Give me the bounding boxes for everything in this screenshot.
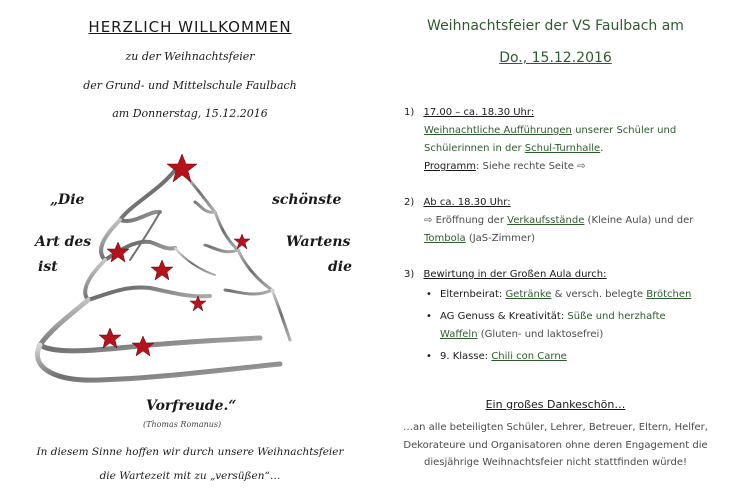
period: . [600, 143, 604, 154]
thanks-title: Ein großes Dankeschön… [485, 398, 626, 411]
section-1-time: 17.00 – ca. 18.30 Uhr: [423, 107, 535, 118]
closing-line-1: In diesem Sinne hoffen wir durch unsere Weihnachtsfeier [36, 446, 344, 458]
right-title-2: Do., 15.12.2016 [499, 50, 612, 66]
tombola-location: (JaS-Zimmer) [465, 233, 536, 244]
gym-text: Schul-Turnhalle [524, 143, 601, 154]
right-title-1: Weihnachtsfeier der VS Faulbach am [427, 18, 684, 34]
tombola-text: Tombola [424, 233, 466, 244]
section-number: 1) [404, 107, 415, 118]
section-1 [404, 104, 724, 176]
ribbon-curve [85, 260, 210, 300]
red-star [99, 328, 121, 348]
section-2 [404, 194, 724, 248]
quote-word: die [328, 259, 353, 275]
list-item: • 9. Klasse: Chili con Carne [424, 348, 724, 366]
section-3-title: Bewirtung in der Großen Aula durch: [423, 269, 607, 280]
intro-line-2: der Grund- und Mittelschule Faulbach [83, 79, 297, 92]
section-3 [404, 266, 724, 366]
performances-text-cont: unserer Schüler und [571, 125, 677, 136]
quote-word: Wartens [286, 234, 351, 250]
intro-line-1: zu der Weihnachtsfeier [125, 50, 255, 63]
ribbon-curve [225, 250, 272, 294]
ribbon-curve [175, 248, 215, 275]
intro-line-3: am Donnerstag, 15.12.2016 [112, 107, 268, 120]
thanks-line-2: Dekorateure und Organisatoren ohne deren Engagement die [403, 440, 708, 451]
welcome-heading: HERZLICH WILLKOMMEN [88, 18, 292, 36]
red-star [167, 154, 197, 182]
section-number: 2) [404, 197, 415, 208]
red-star [107, 242, 129, 262]
students-text: Schülerinnen in der [424, 143, 525, 154]
arrow-right-icon: ⇨ [424, 215, 433, 226]
stalls-text: Verkaufsstände [507, 215, 585, 226]
list-item: • Elternbeirat: Getränke & versch. belegte Brötchen [424, 286, 724, 304]
quote-word: „Die [50, 192, 85, 208]
stalls-location: (Kleine Aula) und der [584, 215, 694, 226]
ribbon-curve [205, 212, 238, 252]
section-number: 3) [404, 269, 415, 280]
section-2-time: Ab ca. 18.30 Uhr: [423, 197, 511, 208]
quote-word: schönste [272, 192, 342, 208]
thanks-line-3: diesjährige Weihnachtsfeier nicht stattfinden würde! [424, 457, 687, 468]
quote-author: (Thomas Romanus) [143, 420, 222, 429]
performances-text: Weihnachtliche Aufführungen [424, 125, 572, 136]
quote-word: Art des [35, 234, 92, 250]
ribbon-curve [272, 290, 290, 340]
quote-word: ist [38, 259, 58, 275]
arrow-right-icon: ⇨ [577, 161, 586, 172]
red-star [132, 336, 154, 356]
thanks-line-1: …an alle beteiligten Schüler, Lehrer, Betreuer, Eltern, Helfer, [403, 422, 708, 433]
quote-word: Vorfreude.“ [146, 398, 237, 414]
program-text: : Siehe rechte Seite [475, 161, 574, 172]
red-star [151, 260, 173, 280]
closing-line-2: die Wartezeit mit zu „versüßen“… [99, 470, 281, 482]
ribbon-curve [101, 220, 175, 260]
christmas-tree-illustration [10, 150, 300, 400]
opening-text: Eröffnung der [432, 215, 508, 226]
list-item: • AG Genuss & Kreativität: Süße und herzhafte Waffeln (Gluten- und laktosefrei) [424, 308, 724, 344]
ribbon-curve [120, 170, 175, 221]
program-label: Programm [424, 161, 476, 172]
